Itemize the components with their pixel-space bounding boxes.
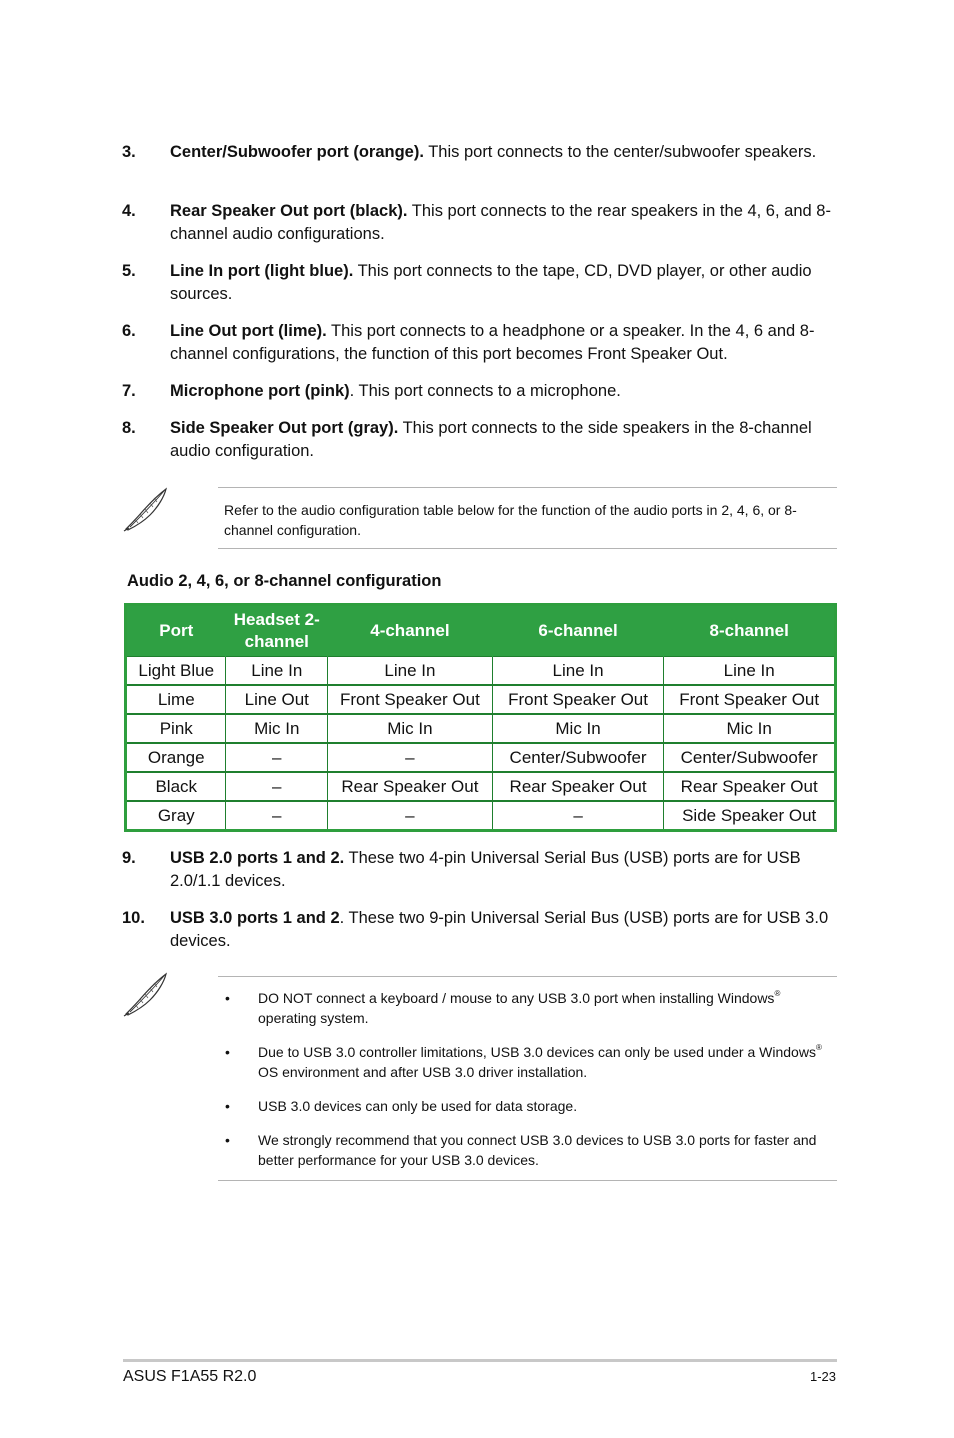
list-item: • We strongly recommend that you connect USB 3.0 devices to USB 3.0 ports for faster and better performance for your USB 3.0 devices. [225, 1132, 817, 1168]
table-cell: – [492, 801, 664, 831]
list-item: 10. USB 3.0 ports 1 and 2. These two 9-pin Universal Serial Bus (USB) ports are for USB 3.0 devices. [122, 909, 829, 950]
footer-manual-title: ASUS F1A55 R2.0 [123, 1368, 257, 1385]
list-item: • DO NOT connect a keyboard / mouse to any USB 3.0 port when installing Windows® operating system. [225, 989, 781, 1026]
table-cell: Mic In [328, 714, 493, 743]
column-header: Port [126, 605, 226, 657]
table-cell: Orange [126, 743, 226, 772]
table-cell: Pink [126, 714, 226, 743]
table-cell: Front Speaker Out [328, 685, 493, 714]
list-item: 8. Side Speaker Out port (gray). This port connects to the side speakers in the 8-channel audio configuration. [122, 419, 812, 460]
note-box [218, 976, 837, 1181]
table-row [126, 772, 836, 801]
table-cell: Lime [126, 685, 226, 714]
column-header: 6-channel [492, 605, 664, 657]
list-item: • Due to USB 3.0 controller limitations, USB 3.0 devices can only be used under a Windows® OS environment and after USB 3.0 driver installation. [225, 1043, 822, 1080]
table-cell: Mic In [664, 714, 836, 743]
table-cell: Line In [328, 657, 493, 686]
table-cell: Line In [664, 657, 836, 686]
table-caption: Audio 2, 4, 6, or 8-channel configuration [127, 572, 442, 590]
column-header: 4-channel [328, 605, 493, 657]
table-cell: Light Blue [126, 657, 226, 686]
table-cell: Rear Speaker Out [328, 772, 493, 801]
list-item: 3. Center/Subwoofer port (orange). This port connects to the center/subwoofer speakers. [122, 143, 817, 161]
table-cell: – [226, 801, 328, 831]
table-cell: – [328, 801, 493, 831]
table-cell: Rear Speaker Out [492, 772, 664, 801]
column-header: Headset 2-channel [226, 605, 328, 657]
table-row [126, 801, 836, 831]
list-item: 6. Line Out port (lime). This port connects to a headphone or a speaker. In the 4, 6 and 8-channel configurations, the function of this port becomes Front Speaker Out. [122, 322, 815, 363]
table-cell: Front Speaker Out [492, 685, 664, 714]
table-cell: Black [126, 772, 226, 801]
table-cell: Center/Subwoofer [664, 743, 836, 772]
table-header-row [126, 605, 836, 657]
footer-divider [123, 1359, 837, 1362]
table-cell: – [226, 772, 328, 801]
list-item: 5. Line In port (light blue). This port connects to the tape, CD, DVD player, or other audio sources. [122, 262, 812, 303]
list-item: 7. Microphone port (pink). This port connects to a microphone. [122, 382, 621, 400]
table-cell: Side Speaker Out [664, 801, 836, 831]
pen-note-icon [120, 970, 170, 1020]
table-row [126, 743, 836, 772]
table-cell: Line In [226, 657, 328, 686]
column-header: 8-channel [664, 605, 836, 657]
table-cell: Gray [126, 801, 226, 831]
table-cell: Line Out [226, 685, 328, 714]
note-bullet-list [218, 977, 837, 1180]
table-row [126, 685, 836, 714]
table-row [126, 657, 836, 686]
table-cell: Front Speaker Out [664, 685, 836, 714]
table-cell: Mic In [492, 714, 664, 743]
table-cell: – [226, 743, 328, 772]
list-item: 4. Rear Speaker Out port (black). This port connects to the rear speakers in the 4, 6, and 8-channel audio configurations. [122, 202, 831, 243]
table-cell: Rear Speaker Out [664, 772, 836, 801]
list-item: • USB 3.0 devices can only be used for data storage. [225, 1098, 578, 1114]
table-cell: Mic In [226, 714, 328, 743]
footer-page-number: 1-23 [809, 1369, 836, 1384]
note-box: Refer to the audio configuration table below for the function of the audio ports in 2, 4, 6, or 8-channel configuration. [218, 487, 837, 549]
table-cell: – [328, 743, 493, 772]
list-item: 9. USB 2.0 ports 1 and 2. These two 4-pin Universal Serial Bus (USB) ports are for USB 2.0/1.1 devices. [122, 849, 801, 890]
pen-note-icon [120, 485, 170, 535]
audio-config-table [124, 603, 837, 832]
table-row [126, 714, 836, 743]
table-cell: Line In [492, 657, 664, 686]
table-cell: Center/Subwoofer [492, 743, 664, 772]
